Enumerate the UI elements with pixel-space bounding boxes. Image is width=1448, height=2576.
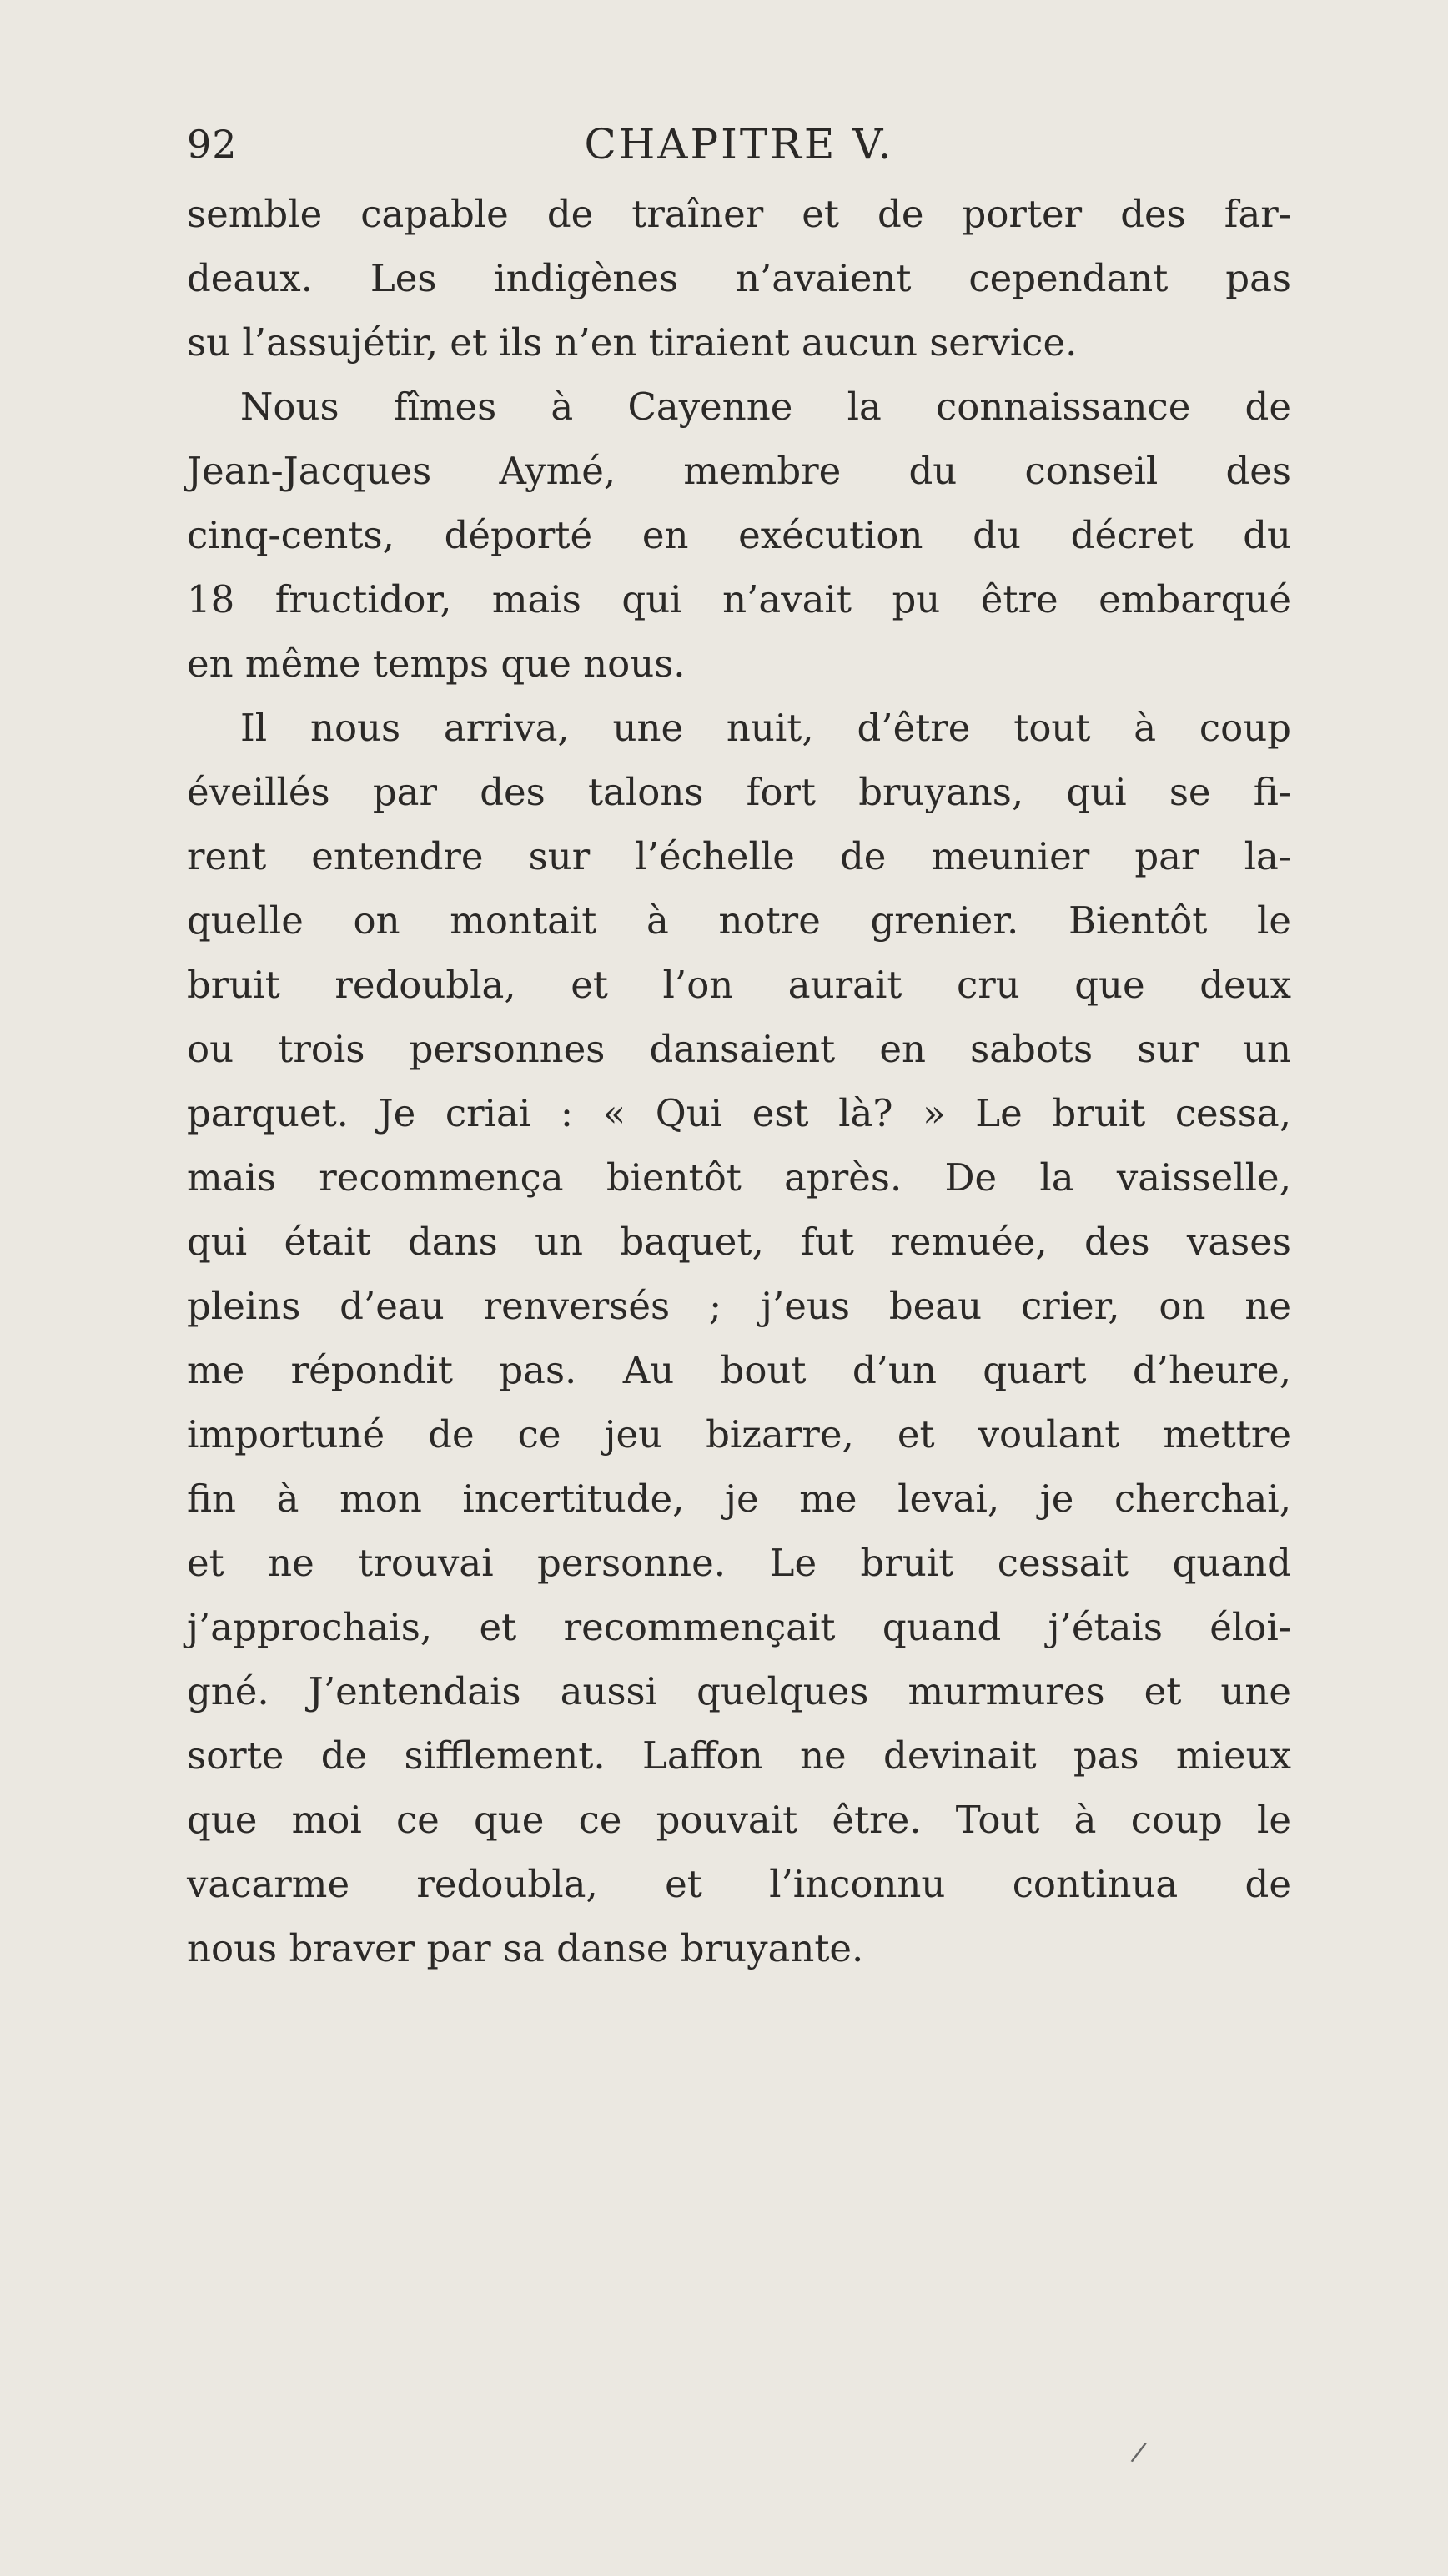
page-number: 92 bbox=[187, 122, 238, 167]
text-line: quelle on montait à notre grenier. Bientôt le bbox=[187, 898, 1291, 943]
text-line: rent entendre sur l’échelle de meunier par la- bbox=[187, 834, 1291, 878]
text-line: parquet. Je criai : « Qui est là? » Le bruit cessa, bbox=[187, 1091, 1291, 1135]
text-line: semble capable de traîner et de porter des far- bbox=[187, 192, 1291, 236]
text-line: mais recommença bientôt après. De la vaisselle, bbox=[187, 1155, 1291, 1200]
text-line: 18 fructidor, mais qui n’avait pu être embarqué bbox=[187, 577, 1291, 621]
text-line: ou trois personnes dansaient en sabots sur un bbox=[187, 1027, 1291, 1071]
text-line: éveillés par des talons fort bruyans, qui se fi- bbox=[187, 770, 1291, 814]
text-line: Il nous arriva, une nuit, d’être tout à coup bbox=[240, 706, 1291, 750]
text-line: bruit redoubla, et l’on aurait cru que deux bbox=[187, 963, 1291, 1007]
text-line: en même temps que nous. bbox=[187, 641, 686, 686]
text-line: Nous fîmes à Cayenne la connaissance de bbox=[240, 385, 1291, 429]
text-line: importuné de ce jeu bizarre, et voulant mettre bbox=[187, 1412, 1291, 1457]
text-line: j’approchais, et recommençait quand j’étais éloi- bbox=[187, 1605, 1291, 1649]
running-head: CHAPITRE V. bbox=[584, 120, 894, 169]
text-line: sorte de sifflement. Laffon ne devinait pas mieux bbox=[187, 1733, 1291, 1778]
text-line: nous braver par sa danse bruyante. bbox=[187, 1926, 864, 1970]
text-line: que moi ce que ce pouvait être. Tout à coup le bbox=[187, 1798, 1291, 1842]
text-line: qui était dans un baquet, fut remuée, des vases bbox=[187, 1220, 1291, 1264]
text-line: su l’assujétir, et ils n’en tiraient aucun service. bbox=[187, 320, 1078, 365]
text-line: me répondit pas. Au bout d’un quart d’heure, bbox=[187, 1348, 1291, 1392]
text-line: fin à mon incertitude, je me levai, je cherchai, bbox=[187, 1477, 1291, 1521]
text-line: pleins d’eau renversés ; j’eus beau crier, on ne bbox=[187, 1284, 1291, 1328]
page-mark: / bbox=[1129, 2435, 1149, 2468]
page-header bbox=[187, 115, 1291, 174]
text-line: vacarme redoubla, et l’inconnu continua de bbox=[187, 1862, 1291, 1906]
text-line: deaux. Les indigènes n’avaient cependant pas bbox=[187, 256, 1291, 300]
body-text bbox=[187, 182, 1291, 1980]
text-line: et ne trouvai personne. Le bruit cessait quand bbox=[187, 1541, 1291, 1585]
text-line: gné. J’entendais aussi quelques murmures et une bbox=[187, 1669, 1291, 1713]
text-line: Jean-Jacques Aymé, membre du conseil des bbox=[187, 449, 1291, 493]
text-line: cinq-cents, déporté en exécution du décret du bbox=[187, 513, 1291, 557]
